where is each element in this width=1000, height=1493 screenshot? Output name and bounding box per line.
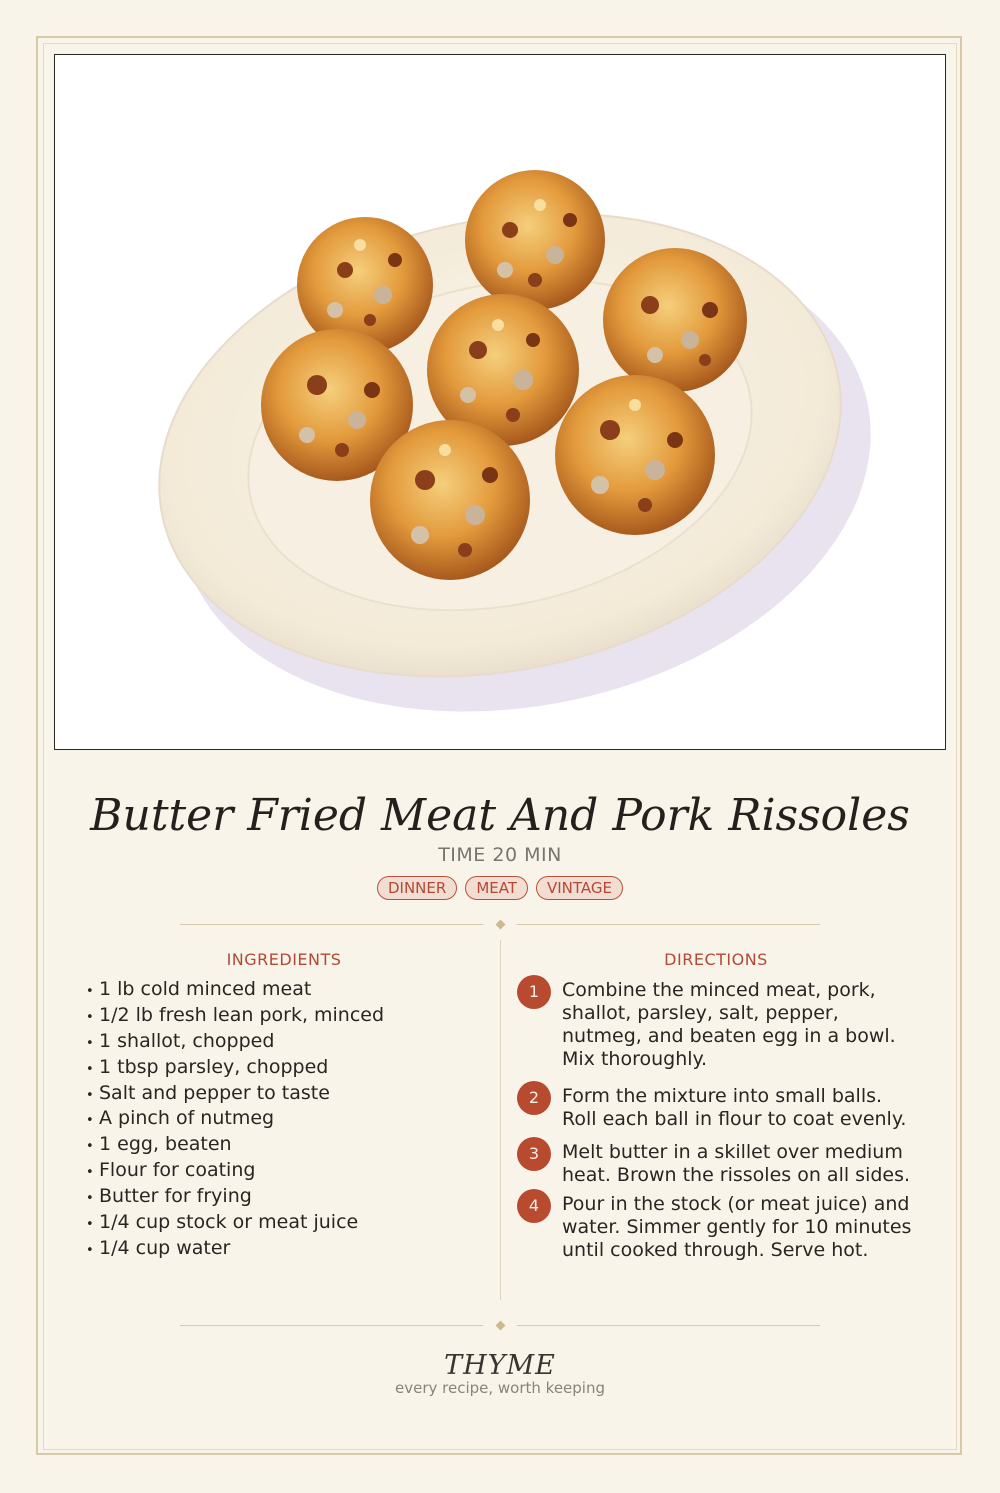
recipe-photo [54,54,946,750]
ingredient-item: • 1/4 cup water [86,1236,231,1259]
ingredient-item: • 1/2 lb fresh lean pork, minced [86,1003,385,1026]
ingredient-item: • 1/4 cup stock or meat juice [86,1211,359,1234]
tag-vintage[interactable]: VINTAGE [536,876,623,900]
cook-time: TIME 20 MIN [438,844,562,866]
step-number-badge: 1 [517,975,551,1009]
divider-right-bottom [517,1325,820,1326]
step-text: Form the mixture into small balls. Roll each ball in flour to coat evenly. [562,1085,907,1130]
ingredients-heading: INGREDIENTS [226,950,342,969]
step-number-badge: 4 [517,1189,551,1223]
ingredient-item: • 1 lb cold minced meat [86,978,312,1000]
ingredient-list [86,977,486,1262]
column-divider [500,940,501,1300]
recipe-title: Butter Fried Meat And Pork Rissoles [90,790,910,841]
step-text: Combine the minced meat, pork, shallot, parsley, salt, pepper, nutmeg, and beaten egg in a bowl. Mix thoroughly. [562,979,896,1070]
ingredient-item: • Salt and pepper to taste [86,1081,330,1104]
tag-meat[interactable]: MEAT [465,876,528,900]
rissoles-plate-illustration [55,55,945,749]
step-number-badge: 2 [517,1081,551,1115]
divider-right-top [517,924,820,925]
divider-left-bottom [180,1325,483,1326]
divider-left-top [180,924,483,925]
ingredient-item: • Butter for frying [86,1185,252,1208]
directions-heading: DIRECTIONS [664,950,768,969]
tag-dinner[interactable]: DINNER [377,876,457,900]
ingredient-item: • Flour for coating [86,1159,256,1182]
ingredient-item: • A pinch of nutmeg [86,1107,275,1130]
ingredient-item: • 1 shallot, chopped [86,1029,275,1052]
ingredient-item: • 1 egg, beaten [86,1133,232,1156]
step-text: Melt butter in a skillet over medium heat. Brown the rissoles on all sides. [562,1141,911,1186]
ingredient-item: • 1 tbsp parsley, chopped [86,1055,329,1078]
tag-list [0,876,1000,900]
step-text: Pour in the stock (or meat juice) and water. Simmer gently for 10 minutes until cooked through. Serve hot. [562,1193,912,1261]
brand-name: THYME [444,1350,556,1381]
brand-tagline: every recipe, worth keeping [394,1379,605,1397]
step-number-badge: 3 [517,1137,551,1171]
